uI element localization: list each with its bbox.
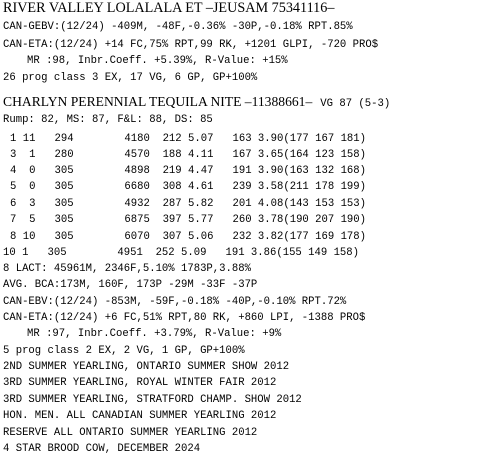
average-bca: AVG. BCA:173M, 160F, 173P -29M -33F -37P	[3, 279, 258, 291]
dam-linear-scores: Rump: 82, MS: 87, F&L: 88, DS: 85	[3, 114, 213, 126]
award-line: 3RD SUMMER YEARLING, ROYAL WINTER FAIR 2012	[3, 377, 277, 389]
dam-inbreeding-line: MR :97, Inbr.Coeff. +3.79%, R-Value: +9%	[27, 328, 282, 340]
dam-classification: VG 87 (5-3)	[320, 98, 391, 110]
award-line: 2ND SUMMER YEARLING, ONTARIO SUMMER SHOW 2012	[3, 361, 290, 373]
award-line: RESERVE ALL ONTARIO SUMMER YEARLING 2012	[3, 427, 258, 439]
lactation-row: 1 11 294 4180 212 5.07 163 3.90(177 167 181)	[10, 133, 367, 145]
sire-genomic-evaluation: CAN-GEBV:(12/24) -409M, -48F,-0.36% -30P,-0.18% RPT.85%	[3, 21, 353, 33]
lactation-row: 6 3 305 4932 287 5.82 201 4.08(143 153 153)	[10, 198, 367, 210]
sire-progeny-line: 26 prog class 3 EX, 17 VG, 6 GP, GP+100%	[3, 72, 258, 84]
award-line: HON. MEN. ALL CANADIAN SUMMER YEARLING 2012	[3, 410, 277, 422]
dam-progeny-line: 5 prog class 2 EX, 2 VG, 1 GP, GP+100%	[3, 345, 245, 357]
sire-inbreeding-line: MR :98, Inbr.Coeff. +5.39%, R-Value: +15%	[27, 55, 288, 67]
lactation-row: 5 0 305 6680 308 4.61 239 3.58(211 178 199)	[10, 181, 367, 193]
lactation-row: 3 1 280 4570 188 4.11 167 3.65(164 123 158)	[10, 149, 367, 161]
lifetime-production: 8 LACT: 45961M, 2346F,5.10% 1783P,3.88%	[3, 263, 251, 275]
sire-eta-line: CAN-ETA:(12/24) +14 FC,75% RPT,99 RK, +1201 GLPI, -720 PRO$	[3, 39, 379, 51]
award-line: 4 STAR BROOD COW, DECEMBER 2024	[3, 443, 201, 455]
dam-heading	[3, 94, 390, 112]
lactation-row: 4 0 305 4898 219 4.47 191 3.90(163 132 168)	[10, 165, 367, 177]
lactation-row: 8 10 305 6070 307 5.06 232 3.82(177 169 178)	[10, 231, 367, 243]
lactation-row: 7 5 305 6875 397 5.77 260 3.78(190 207 190)	[10, 214, 367, 226]
dam-ebv-line: CAN-EBV:(12/24) -853M, -59F,-0.18% -40P,-0.10% RPT.72%	[3, 296, 347, 308]
lactation-row: 10 1 305 4951 252 5.09 191 3.86(155 149 158)	[3, 247, 360, 259]
sire-heading: RIVER VALLEY LOLALALA ET –JEUSAM 75341116–	[3, 0, 335, 16]
award-line: 3RD SUMMER YEARLING, STRATFORD CHAMP. SHOW 2012	[3, 394, 302, 406]
dam-eta-line: CAN-ETA:(12/24) +6 FC,51% RPT,80 RK, +860 LPI, -1388 PRO$	[3, 312, 366, 324]
dam-name: CHARLYN PERENNIAL TEQUILA NITE –11388661–	[3, 94, 313, 109]
